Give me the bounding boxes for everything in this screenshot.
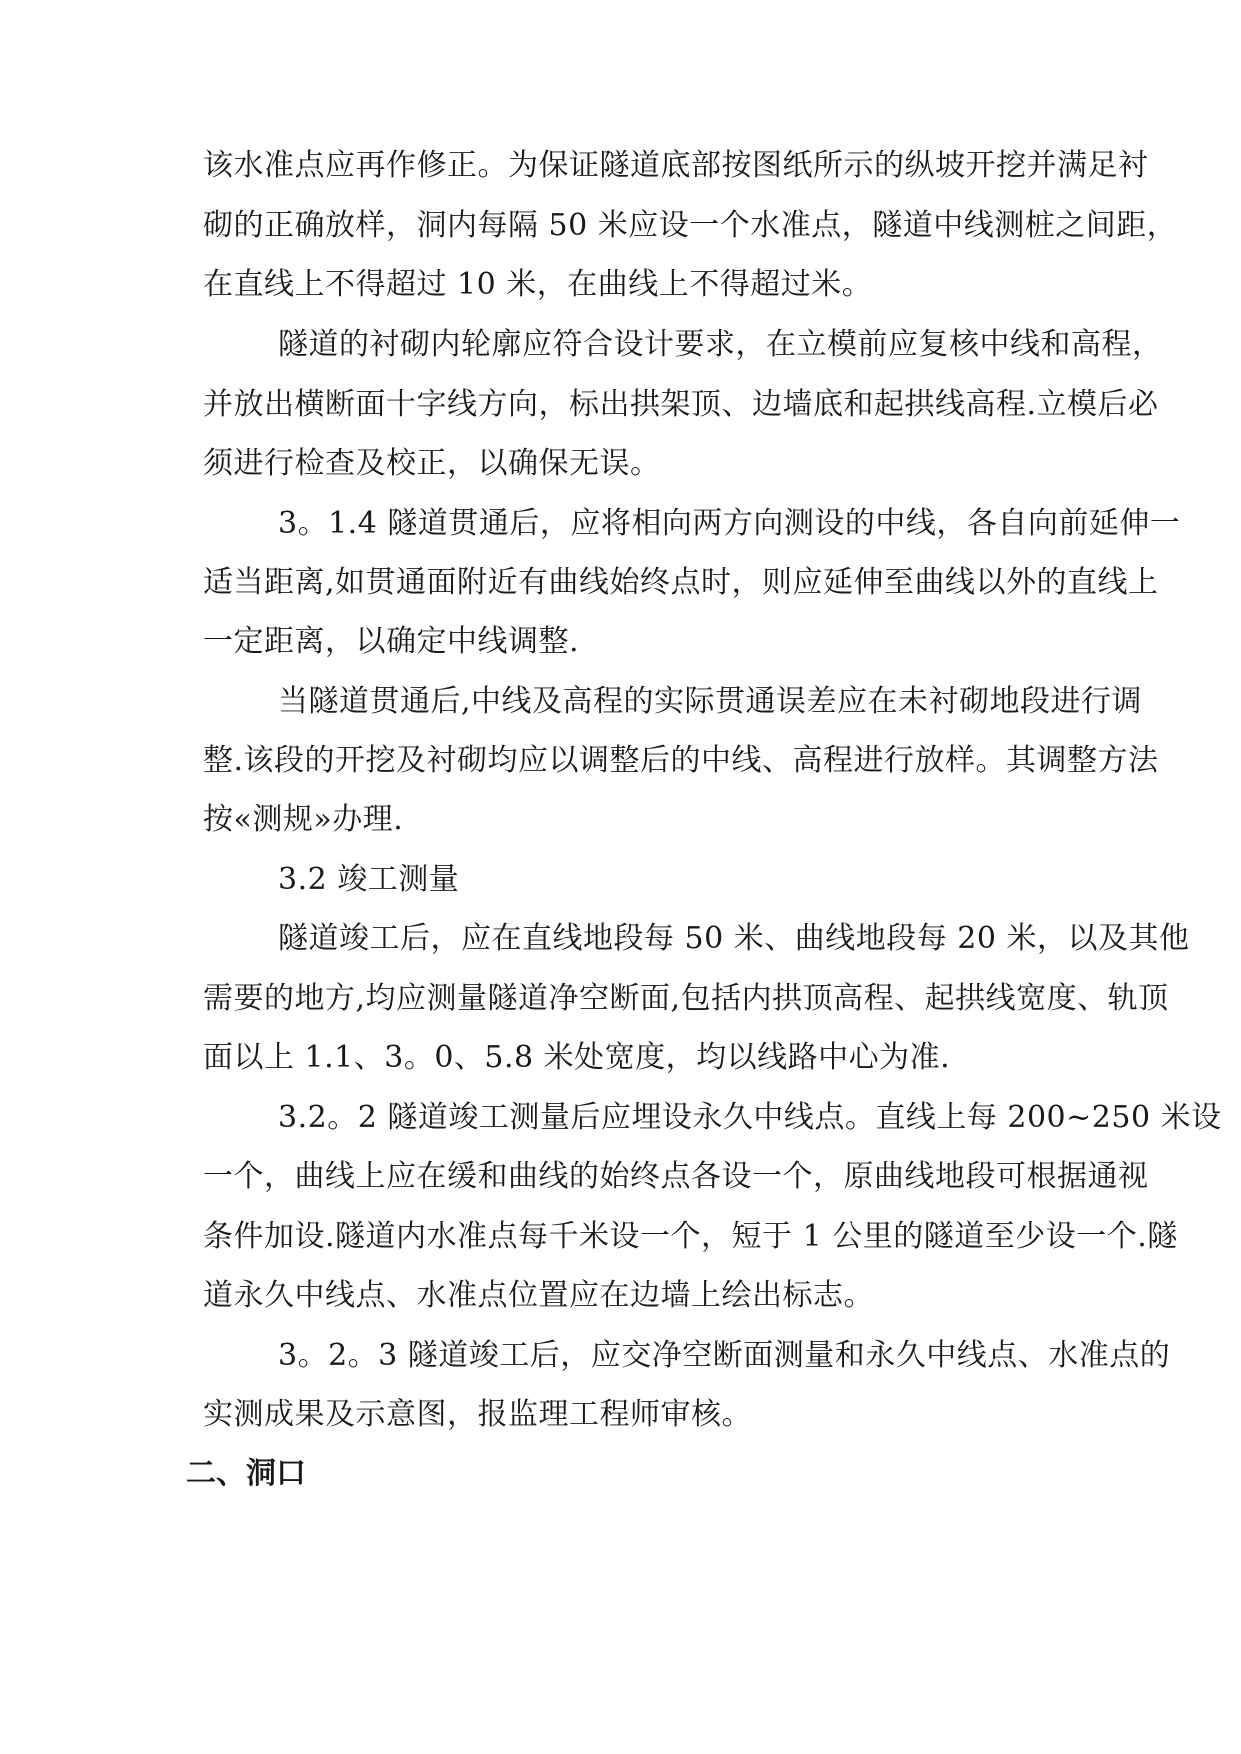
text-line: 条件加设.隧道内水准点每千米设一个，短于 1 公里的隧道至少设一个.隧 [203,1219,1178,1254]
text-line: 按«测规»办理. [203,802,404,837]
text-line: 适当距离,如贯通面附近有曲线始终点时，则应延伸至曲线以外的直线上 [203,565,1159,600]
text-line: 3。2。3 隧道竣工后，应交净空断面测量和永久中线点、水准点的 [278,1338,1171,1373]
section-title: 3.2 竣工测量 [278,862,460,897]
text-line: 该水准点应再作修正。为保证隧道底部按图纸所示的纵坡开挖并满足衬 [203,148,1149,183]
text-line: 面以上 1.1、3。0、5.8 米处宽度，均以线路中心为准. [203,1040,951,1075]
text-line: 隧道竣工后，应在直线地段每 50 米、曲线地段每 20 米，以及其他 [278,921,1190,956]
text-line: 当隧道贯通后,中线及高程的实际贯通误差应在未衬砌地段进行调 [278,684,1143,719]
text-line: 须进行检查及校正，以确保无误。 [203,446,661,481]
text-line: 并放出横断面十字线方向，标出拱架顶、边墙底和起拱线高程.立模后必 [203,387,1159,422]
text-line: 一个，曲线上应在缓和曲线的始终点各设一个，原曲线地段可根据通视 [203,1159,1149,1194]
text-line: 在直线上不得超过 10 米，在曲线上不得超过米。 [203,267,873,302]
text-line: 隧道的衬砌内轮廓应符合设计要求，在立模前应复核中线和高程， [278,327,1163,362]
text-line: 实测成果及示意图，报监理工程师审核。 [203,1397,752,1432]
chapter-heading: 二、洞口 [186,1456,306,1491]
text-line: 整.该段的开挖及衬砌均应以调整后的中线、高程进行放样。其调整方法 [203,743,1159,778]
text-line: 道永久中线点、水准点位置应在边墙上绘出标志。 [203,1278,874,1313]
text-line: 3.2。2 隧道竣工测量后应埋设永久中线点。直线上每 200~250 米设 [278,1100,1222,1135]
text-line: 3。1.4 隧道贯通后，应将相向两方向测设的中线，各自向前延伸一 [278,506,1181,541]
text-line: 需要的地方,均应测量隧道净空断面,包括内拱顶高程、起拱线宽度、轨顶 [203,981,1169,1016]
text-line: 一定距离，以确定中线调整. [203,624,580,659]
text-line: 砌的正确放样，洞内每隔 50 米应设一个水准点，隧道中线测桩之间距， [203,208,1178,243]
